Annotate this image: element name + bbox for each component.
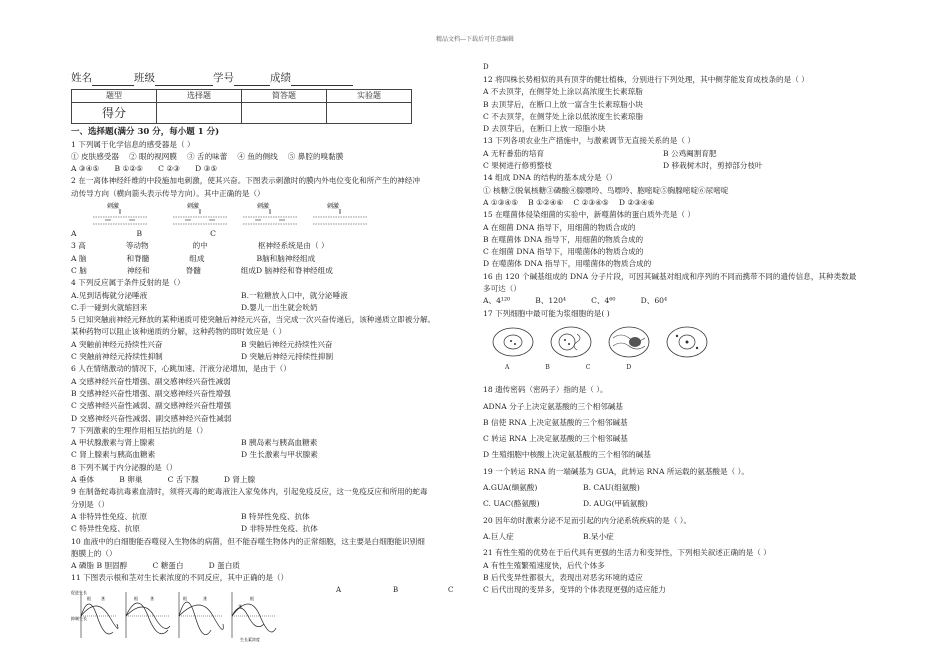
svg-text:刺激: 刺激 (107, 203, 120, 211)
q18-d: D 生殖细胞中核酸上决定氨基酸的三个相邻的碱基 (483, 450, 651, 460)
q10-options: A 磷脂 B 胆固醇 C 糖蛋白 D 蛋白质 (71, 561, 240, 571)
cell-labels: A B C D (505, 363, 632, 371)
svg-text:促进生长: 促进生长 (71, 589, 87, 595)
q2: 2 在一离体神经纤维的中段施加电刺激，使其兴奋。下图表示刺激时的膜内外电位变化和所产生的神经冲 (71, 176, 420, 186)
cell-figure-d (663, 324, 711, 360)
q5-line2: 某种药物可以阻止该种递质的分解，这种药物的即时效应是（ ） (71, 327, 287, 337)
q18-a: ADNA 分子上决定氨基酸的三个相邻碱基 (483, 401, 624, 411)
id-blank[interactable] (234, 75, 270, 86)
score-cell[interactable] (242, 103, 327, 124)
q10: 10 血液中的白细胞能吞噬侵入生物体的病菌，但不能吞噬生物体内的正常细胞，这主要是白细胞能识别细 (71, 536, 425, 546)
svg-text:根: 根 (250, 595, 254, 601)
q1-choices: A ③④⑤ B ①②⑤ C ②③ D ③⑤ (71, 164, 218, 174)
q12-d: D 去顶芽后，在断口上放一琼脂小块 (483, 124, 606, 134)
q8-options: A 垂体 B 卵巢 C 舌下腺 D 肾上腺 (71, 475, 256, 485)
growth-graph-d (230, 588, 278, 643)
q9-options-ab: A 非特异性免疫、抗原 B 特异性免疫、抗体 (71, 511, 310, 521)
q3-options-cd: C 脑 神经和 脊髓 组成D 脑神经和脊神经组成 (71, 265, 333, 275)
q1-options: ① 皮肤感受器 ② 眼的视网膜 ③ 舌的味蕾 ④ 鱼的侧线 ⑤ 鼻腔的嗅黏膜 (71, 151, 344, 161)
q15-b: B 在噬菌体 DNA 指导下，用细菌的物质合成的 (483, 234, 644, 244)
growth-graph-c (177, 588, 225, 643)
svg-text:根: 根 (183, 595, 187, 601)
graph-label-b: B (393, 586, 399, 594)
nerve-figure-d (311, 202, 369, 230)
q8: 8 下列不属于内分泌腺的是（） (71, 462, 177, 472)
nerve-figure-c (241, 202, 299, 230)
q7: 7 下列激素的生理作用相互拮抗的是（） (71, 425, 208, 435)
q18: 18 遗传密码（密码子）指的是（ ）。 (483, 385, 608, 395)
q5-options-cd: C 突触前神经元持续性抑制 D 突触后神经元持续性抑制 (71, 352, 334, 362)
q4-options-ab: A.见到话梅就分泌唾液 B.一粒糖放入口中，就分泌唾液 (71, 290, 348, 300)
graph-label-c: C (448, 586, 454, 594)
svg-text:生长素浓度: 生长素浓度 (240, 636, 260, 642)
svg-text:茎: 茎 (203, 595, 207, 601)
svg-text:茎: 茎 (101, 595, 105, 601)
q9-line2: 分别是（） (71, 499, 109, 509)
q12: 12 将四株长势相似的具有顶芽的健壮植株，分别进行下列处理，其中侧芽能发育成枝条的是（ ） (483, 75, 809, 84)
q13: 13 下列各项农业生产措施中，与激素调节无直接关系的是（ ） (483, 136, 695, 146)
cell-figures (489, 324, 913, 360)
graph-label-a: A (336, 586, 342, 594)
name-bar (71, 70, 466, 86)
name-blank[interactable] (92, 75, 134, 86)
score-cell[interactable] (157, 103, 242, 124)
section-title: 一、选择题(满分 30 分，每小题 1 分) (71, 127, 220, 138)
svg-text:刺激: 刺激 (187, 203, 200, 211)
nerve-figures (71, 202, 466, 226)
q18-c: C 转运 RNA 上决定氨基酸的三个相邻碱基 (483, 434, 628, 444)
q21-b: B 后代变异性都很大，表现出对恶劣环境的适应 (483, 572, 643, 582)
q5: 5 已知突触前神经元释放的某种递质可使突触后神经元兴奋，当完成一次兴奋传递后，该种递质立即被分解。 (71, 315, 436, 325)
cell-figure-b (547, 324, 595, 360)
score-row-label: 得分 (72, 103, 157, 124)
class-label: 班级 (134, 72, 155, 84)
q14: 14 组成 DNA 的结构的基本成分是（） (483, 173, 617, 183)
score-blank[interactable] (291, 75, 353, 86)
growth-graphs (71, 588, 466, 643)
q12-a: A 不去顶芽，在侧芽处上涂以高浓度生长素琼脂 (483, 87, 643, 97)
svg-text:根: 根 (87, 595, 91, 601)
corner-mark: D (483, 63, 489, 71)
svg-text:茎: 茎 (238, 603, 242, 609)
svg-text:根: 根 (134, 595, 138, 601)
score-table (71, 89, 412, 124)
cell-figure-c (605, 324, 653, 360)
q1: 1 下列属于化学信息的感受器是（ ） (71, 139, 195, 149)
q17: 17 下列细胞中最可能为浆细胞的是( ) (483, 308, 610, 318)
q15: 15 在噬菌体侵染细菌的实验中，新噬菌体的蛋白质外壳是（ ） (483, 210, 695, 220)
q12-b: B 去顶芽后，在断口上放一富含生长素琼脂小块 (483, 99, 643, 109)
q18-b: B 信使 RNA 上决定氨基酸的三个相邻碱基 (483, 417, 628, 427)
score-header: 简答题 (242, 90, 327, 103)
svg-text:抑制生长: 抑制生长 (71, 615, 87, 621)
nerve-figure-a (91, 202, 149, 230)
q20-options: A.巨人症 B.呆小症 (483, 531, 614, 541)
name-label: 姓名 (71, 72, 92, 84)
q6-c: C 交感神经兴奋性减弱、副交感神经兴奋性增强 (71, 401, 232, 411)
header-note: 精品文档---下载后可任意编辑 (435, 36, 515, 43)
q3: 3 高 等动物 的中 枢神经系统是由（ ） (71, 241, 329, 251)
q21-c: C 后代出现的变异多，变异的个体表现更强的适应能力 (483, 585, 666, 595)
q6-b: B 交感神经兴奋性增强、副交感神经兴奋性增强 (71, 388, 231, 398)
id-label: 学号 (213, 72, 234, 84)
q3-options-ab: A 脑 和脊髓 组成 B脑和脑神经组成 (71, 253, 316, 263)
q16-line2: 多可达（） (483, 284, 521, 294)
svg-text:刺激: 刺激 (257, 203, 270, 211)
svg-text:茎: 茎 (150, 595, 154, 601)
q10-line2: 胞膜上的（） (71, 548, 117, 558)
q19-options-ab: A.GUA(缬氨酸) B. CAU(组氨酸) (483, 483, 640, 493)
class-blank[interactable] (155, 75, 213, 86)
q21-a: A 有性生殖繁殖速度快，后代个体多 (483, 560, 605, 570)
q7-options-ab: A 甲状腺激素与肾上腺素 B 胰岛素与胰高血糖素 (71, 438, 318, 448)
q13-options-cd: C 果树进行修剪整枝 D 移栽树木时，剪掉部分枝叶 (483, 161, 763, 171)
q9-options-cd: C 特异性免疫、抗原 D 非特异性免疫、抗体 (71, 524, 318, 534)
q11: 11 下图表示根和茎对生长素浓度的不同反应，其中正确的是（） (71, 573, 289, 583)
left-column (71, 70, 466, 643)
q6: 6 人在情绪激动的情况下，心跳加速、汗液分泌增加，是由于（） (71, 364, 291, 374)
score-cell[interactable] (327, 103, 412, 124)
score-label: 成绩 (270, 72, 291, 84)
q6-d: D 交感神经兴奋性减弱、副交感神经兴奋性减弱 (71, 413, 232, 423)
nerve-figure-b (171, 202, 229, 230)
q15-a: A 在细菌 DNA 指导下，用细菌的物质合成的 (483, 222, 636, 232)
right-column (483, 74, 913, 596)
svg-text:刺激: 刺激 (327, 203, 340, 211)
q20: 20 因年幼时激素分泌不足而引起的内分泌系统疾病的是（ ）。 (483, 515, 692, 525)
q19: 19 一个转运 RNA 的一端碱基为 GUA，此转运 RNA 所运载的氨基酸是（ ）。 (483, 466, 750, 476)
q9: 9 在制备蛇毒抗毒素血清时，须将灭毒的蛇毒液注入家兔体内，引起免疫反应，这一免疫反应和所用的蛇毒 (71, 487, 428, 497)
q14-choices: A ①③④⑤ B ①②④⑥ C ②③④⑤ D ②③④⑥ (483, 197, 655, 207)
q19-options-cd: C. UAC(酪氨酸) D. AUG(甲硫氨酸) (483, 499, 648, 509)
q15-c: C 在细菌 DNA 指导下，用噬菌体的物质合成的 (483, 247, 644, 257)
score-header: 选择题 (157, 90, 242, 103)
cell-figure-a (489, 324, 537, 360)
q16-options: A、4¹²⁰ B、120⁴ C、4⁶⁰ D、60⁴ (483, 296, 668, 306)
q13-options-ab: A 无籽番茄的培育 B 公鸡阉割育肥 (483, 148, 717, 158)
q4-options-cd: C.手一碰到火就缩回来 D.婴儿一出生就会吮奶 (71, 302, 318, 312)
q21: 21 有性生殖的优势在于后代具有更强的生活力和变异性，下列相关叙述正确的是（ ） (483, 548, 771, 558)
q15-d: D 在噬菌体 DNA 指导下，用噬菌体的物质合成的 (483, 259, 652, 269)
q5-options-ab: A 突触前神经元持续性兴奋 B 突触后神经元持续性兴奋 (71, 339, 333, 349)
q2-line2: 动传导方向（横向箭头表示传导方向）。其中正确的是（） (71, 188, 265, 198)
score-header: 题型 (72, 90, 157, 103)
q6-a: A 交感神经兴奋性增强、副交感神经兴奋性减弱 (71, 376, 231, 386)
q14-options: ① 核糖②脱氧核糖③磷酸④腺嘌呤、鸟嘌呤、胞嘧啶⑤胸腺嘧啶⑥尿嘧啶 (483, 185, 729, 195)
q16: 16 由 120 个碱基组成的 DNA 分子片段，可因其碱基对组成和序列的不同而携带不同的遗传信息，其种类数最 (483, 271, 857, 281)
score-header: 实验题 (327, 90, 412, 103)
q12-c: C 不去顶芽，在侧芽处上涂以低浓度生长素琼脂 (483, 111, 644, 121)
fig-labels: A B C (71, 229, 216, 239)
growth-graph-b (124, 588, 172, 643)
q4: 4 下列反应属于条件反射的是（） (71, 278, 185, 288)
growth-graph-a (71, 588, 119, 643)
q7-options-cd: C 肾上腺素与胰高血糖素 D 生长激素与甲状腺素 (71, 450, 318, 460)
